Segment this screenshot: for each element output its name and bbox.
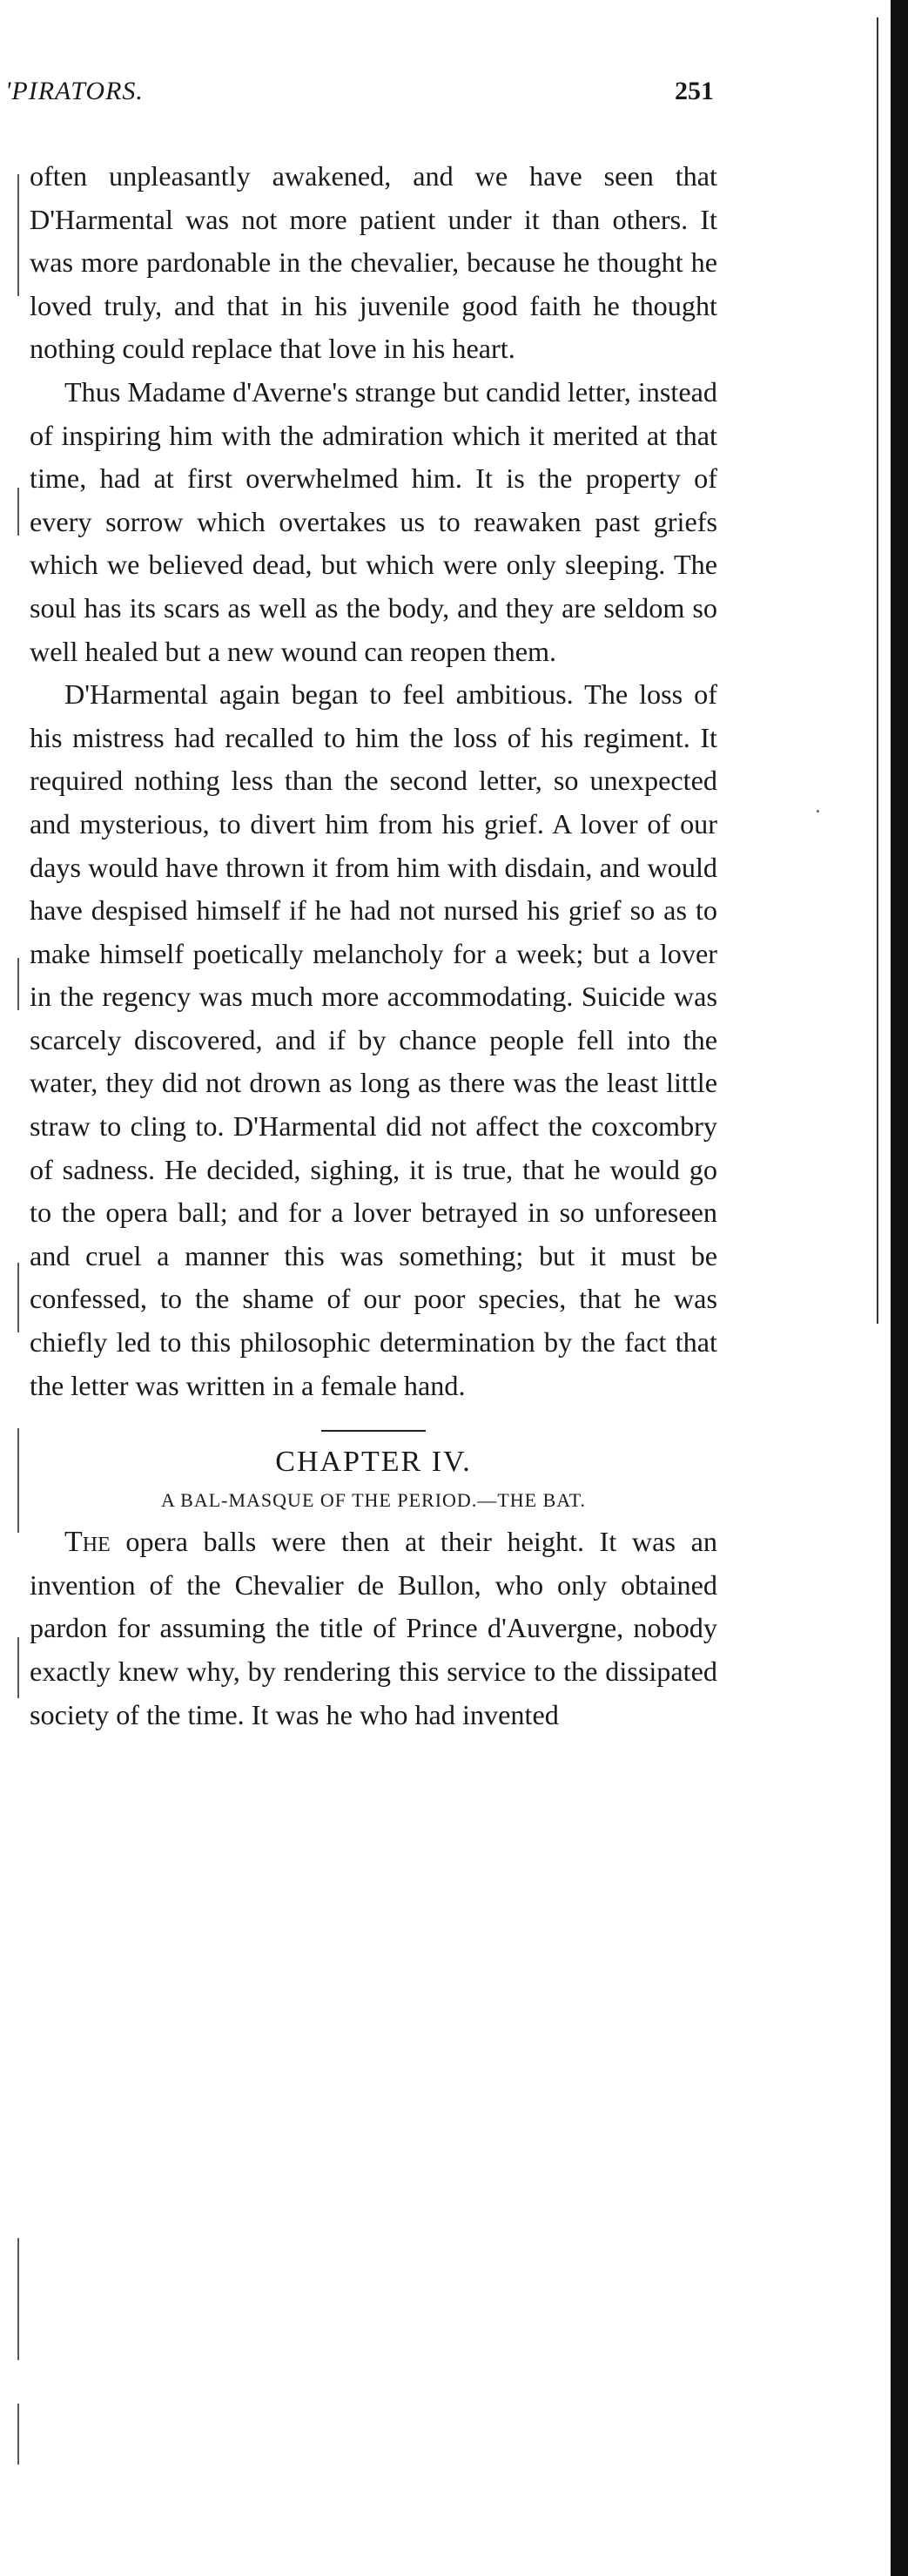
chapter-title: CHAPTER IV. <box>275 1446 472 1479</box>
book-spine-edge <box>891 0 908 2576</box>
running-title: 'PIRATORS. <box>5 77 144 105</box>
margin-scan-mark <box>17 2238 19 2360</box>
spine-gap <box>884 0 891 2576</box>
margin-scan-mark <box>17 1637 19 1698</box>
chapter-paragraph-text: opera balls were then at their height. It was an invention of the Chevalier de Bullon, who only obtained pardon for assuming the title of Prince d'Auvergne, nobody exactly knew why, by rendering this service to the dissipated society of the time. It was he who had invented <box>30 1526 717 1730</box>
chapter-first-word: The <box>64 1526 111 1559</box>
margin-scan-mark <box>17 958 19 1010</box>
spine-line <box>877 17 878 1324</box>
chapter-first-paragraph <box>30 1521 717 1736</box>
margin-scan-mark <box>17 1263 19 1332</box>
chapter-divider <box>321 1430 426 1432</box>
page-number: 251 <box>675 77 714 105</box>
paragraph-3: D'Harmental again began to feel ambitious. The loss of his mistress had recalled to him the loss of his regiment. It required nothing less than the second letter, so unexpected and mysterious, to divert him from his grief. A lover of our days would have thrown it from him with disdain, and would have despised himself if he had not nursed his grief so as to make himself poetically melancholy for a week; but a lover in the regency was much more accommodating. Suicide was scarcely discovered, and if by chance people fell into the water, they did not drown as long as there was the least little straw to cling to. D'Harmental did not affect the coxcombry of sadness. He decided, sighing, it is true, that he would go to the opera ball; and for a lover betrayed in so unforeseen and cruel a manner this was something; but it must be confessed, to the shame of our poor species, that he was chiefly led to this philosophic determination by the fact that the letter was written in a female hand. <box>30 678 717 1401</box>
paragraph-2: Thus Madame d'Averne's strange but candid letter, instead of inspiring him with the admiration which it merited at that time, had at first overwhelmed him. It is the property of every sorrow which overtakes us to reawaken past griefs which we believed dead, but which were only sleeping. The soul has its scars as well as the body, and they are seldom so well healed but a new wound can reopen them. <box>30 375 717 667</box>
margin-scan-mark <box>17 2404 19 2465</box>
chapter-subtitle: A BAL-MASQUE OF THE PERIOD.—THE BAT. <box>160 1489 587 1512</box>
margin-scan-mark <box>17 1428 19 1533</box>
page-header <box>0 77 714 120</box>
margin-scan-mark <box>17 174 19 296</box>
scan-speck <box>817 810 819 813</box>
paragraph-1: often unpleasantly awakened, and we have seen that D'Harmental was not more patient under it than others. It was more pardonable in the chevalier, because he thought he loved truly, and that in his juvenile good faith he thought nothing could replace that love in his heart. <box>30 160 717 365</box>
text-column <box>30 155 717 1736</box>
margin-scan-mark <box>17 488 19 536</box>
